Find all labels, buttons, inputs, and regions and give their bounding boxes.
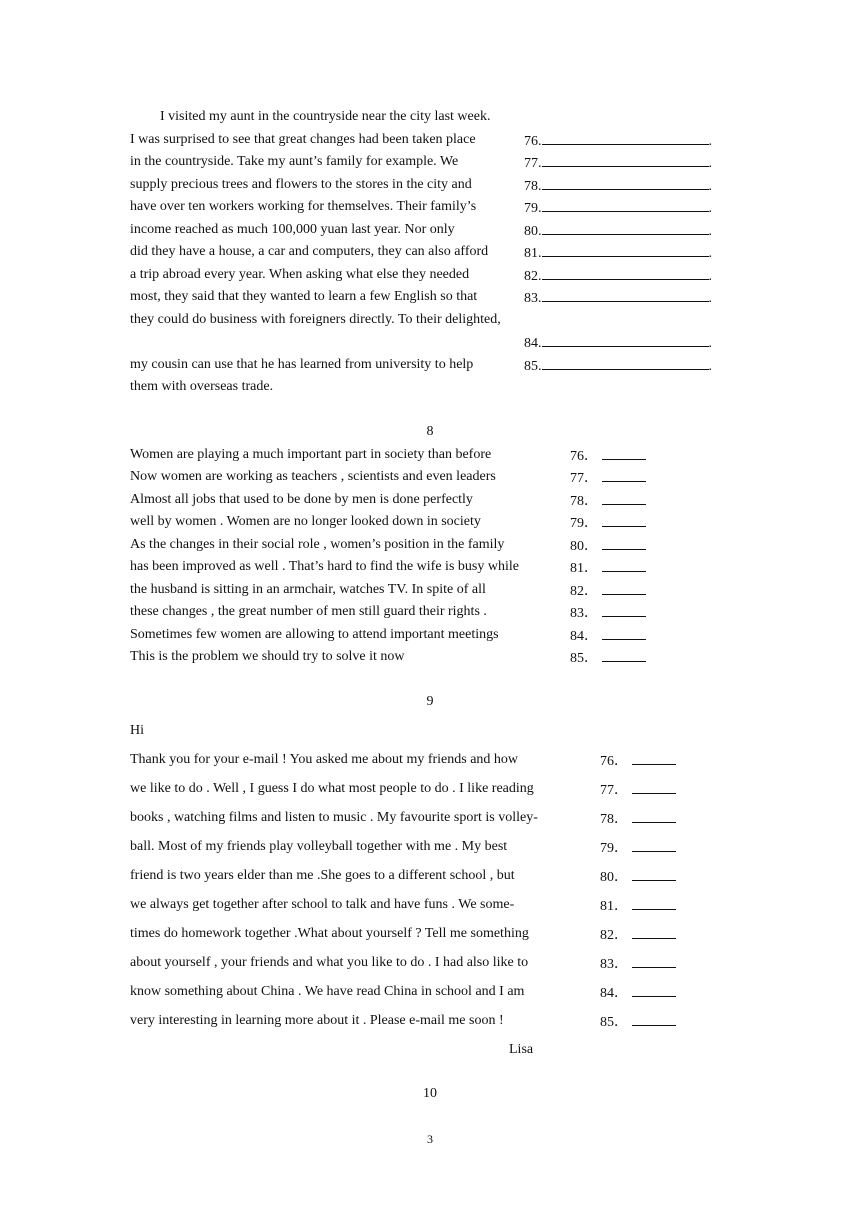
passage1-line: income reached as much 100,000 yuan last year. Nor only <box>130 222 455 237</box>
blank-line[interactable] <box>602 491 646 505</box>
blank-line[interactable] <box>602 626 646 640</box>
answer-blank-79[interactable] <box>524 198 712 218</box>
answer-blank-84[interactable] <box>524 333 712 353</box>
blank-line[interactable] <box>602 603 646 617</box>
answer-blank-78[interactable] <box>600 809 676 829</box>
section8-line: has been improved as well . That’s hard to find the wife is busy while <box>130 559 519 574</box>
passage1-line: a trip abroad every year. When asking what else they needed <box>130 267 470 282</box>
blank-line[interactable] <box>542 153 709 167</box>
blank-line[interactable] <box>602 558 646 572</box>
answer-blank-84[interactable] <box>600 983 676 1003</box>
section9-line: very interesting in learning more about it . Please e-mail me soon ! <box>130 1013 504 1028</box>
passage1-line: supply precious trees and flowers to the stores in the city and <box>130 177 472 192</box>
answer-number: 79． <box>570 516 598 531</box>
answer-number: 78． <box>600 812 628 827</box>
answer-number: 83． <box>600 957 628 972</box>
answer-number: 81． <box>600 899 628 914</box>
end-mark: . <box>708 134 712 149</box>
answer-blank-79[interactable] <box>570 513 646 533</box>
section8-line: Almost all jobs that used to be done by men is done perfectly <box>130 492 473 507</box>
answer-number: 80． <box>600 870 628 885</box>
section9-line: about yourself , your friends and what you like to do . I had also like to <box>130 955 529 970</box>
answer-blank-77[interactable] <box>600 780 676 800</box>
answer-number: 79． <box>600 841 628 856</box>
blank-line[interactable] <box>632 780 676 794</box>
blank-line[interactable] <box>602 468 646 482</box>
section8-line: This is the problem we should try to solve it now <box>130 649 405 664</box>
blank-line[interactable] <box>632 838 676 852</box>
end-mark: . <box>708 156 712 171</box>
section9-line: know something about China . We have read China in school and I am <box>130 984 525 999</box>
answer-number: 84． <box>600 986 628 1001</box>
answer-blank-80[interactable] <box>570 536 646 556</box>
answer-blank-76[interactable] <box>600 751 676 771</box>
section9-line: we like to do . Well , I guess I do what most people to do . I like reading <box>130 781 534 796</box>
answer-number: 85． <box>570 651 598 666</box>
answer-number: 77. <box>524 156 542 171</box>
answer-number: 79. <box>524 201 542 216</box>
answer-blank-81[interactable] <box>600 896 676 916</box>
end-mark: . <box>708 246 712 261</box>
end-mark: . <box>708 179 712 194</box>
end-mark: . <box>708 336 712 351</box>
answer-blank-80[interactable] <box>600 867 676 887</box>
answer-blank-78[interactable] <box>570 491 646 511</box>
answer-number: 76. <box>524 134 542 149</box>
blank-line[interactable] <box>632 954 676 968</box>
answer-number: 81． <box>570 561 598 576</box>
passage1-line: I visited my aunt in the countryside near the city last week. <box>160 109 491 124</box>
answer-number: 82． <box>570 584 598 599</box>
answer-blank-78[interactable] <box>524 176 712 196</box>
answer-number: 77． <box>600 783 628 798</box>
page-number: 3 <box>427 1132 433 1146</box>
passage1-line: in the countryside. Take my aunt’s family for example. We <box>130 154 459 169</box>
blank-line[interactable] <box>632 983 676 997</box>
section8-line: Now women are working as teachers , scientists and even leaders <box>130 469 496 484</box>
end-mark: . <box>708 224 712 239</box>
answer-number: 77． <box>570 471 598 486</box>
section9-line: friend is two years elder than me .She goes to a different school , but <box>130 868 515 883</box>
answer-number: 80． <box>570 539 598 554</box>
section8-line: Women are playing a much important part in society than before <box>130 447 492 462</box>
blank-line[interactable] <box>542 356 709 370</box>
answer-blank-82[interactable] <box>524 266 712 286</box>
section8-line: well by women . Women are no longer looked down in society <box>130 514 481 529</box>
blank-line[interactable] <box>602 536 646 550</box>
blank-line[interactable] <box>542 176 709 190</box>
end-mark: . <box>708 201 712 216</box>
section9-line: Thank you for your e-mail ! You asked me about my friends and how <box>130 752 519 767</box>
passage1-line: did they have a house, a car and computers, they can also afford <box>130 244 489 259</box>
answer-number: 83． <box>570 606 598 621</box>
answer-blank-77[interactable] <box>570 468 646 488</box>
answer-blank-79[interactable] <box>600 838 676 858</box>
answer-blank-77[interactable] <box>524 153 712 173</box>
section9-line: we always get together after school to talk and have funs . We some- <box>130 897 515 912</box>
section-heading-10: 10 <box>423 1086 437 1101</box>
section-heading-8: 8 <box>426 424 434 439</box>
answer-number: 78. <box>524 179 542 194</box>
blank-line[interactable] <box>602 446 646 460</box>
letter-signature: Lisa <box>509 1042 534 1057</box>
section8-line: these changes , the great number of men still guard their rights . <box>130 604 487 619</box>
passage1-line: I was surprised to see that great changes had been taken place <box>130 132 476 147</box>
passage1-line: my cousin can use that he has learned from university to help <box>130 357 474 372</box>
answer-blank-82[interactable] <box>570 581 646 601</box>
section-heading-9: 9 <box>426 694 434 709</box>
end-mark: . <box>708 269 712 284</box>
passage1-line: they could do business with foreigners directly. To their delighted, <box>130 312 501 327</box>
answer-number: 76． <box>570 449 598 464</box>
answer-number: 84． <box>570 629 598 644</box>
section8-line: As the changes in their social role , women’s position in the family <box>130 537 505 552</box>
answer-number: 78． <box>570 494 598 509</box>
answer-blank-76[interactable] <box>570 446 646 466</box>
answer-blank-84[interactable] <box>570 626 646 646</box>
section8-line: Sometimes few women are allowing to attend important meetings <box>130 627 499 642</box>
blank-line[interactable] <box>542 131 709 145</box>
answer-blank-83[interactable] <box>600 954 676 974</box>
blank-line[interactable] <box>632 925 676 939</box>
section9-line: books , watching films and listen to music . My favourite sport is volley- <box>130 810 538 825</box>
answer-number: 85. <box>524 359 542 374</box>
letter-greeting: Hi <box>130 723 144 738</box>
answer-blank-82[interactable] <box>600 925 676 945</box>
end-mark: . <box>708 291 712 306</box>
answer-number: 82. <box>524 269 542 284</box>
section9-line: times do homework together .What about yourself ? Tell me something <box>130 926 529 941</box>
passage1-line: have over ten workers working for themselves. Their family’s <box>130 199 477 214</box>
answer-blank-83[interactable] <box>570 603 646 623</box>
blank-line[interactable] <box>542 221 709 235</box>
answer-number: 83. <box>524 291 542 306</box>
answer-blank-85[interactable] <box>570 648 646 668</box>
answer-blank-76[interactable] <box>524 131 712 151</box>
answer-number: 80. <box>524 224 542 239</box>
answer-blank-83[interactable] <box>524 288 712 308</box>
blank-line[interactable] <box>632 867 676 881</box>
answer-blank-85[interactable] <box>524 356 712 376</box>
blank-line[interactable] <box>542 288 709 302</box>
blank-line[interactable] <box>542 333 709 347</box>
blank-line[interactable] <box>632 809 676 823</box>
blank-line[interactable] <box>632 1012 676 1026</box>
answer-blank-85[interactable] <box>600 1012 676 1032</box>
blank-line[interactable] <box>542 198 709 212</box>
passage1-line: most, they said that they wanted to learn a few English so that <box>130 289 478 304</box>
answer-blank-81[interactable] <box>570 558 646 578</box>
section9-line: ball. Most of my friends play volleyball together with me . My best <box>130 839 508 854</box>
blank-line[interactable] <box>632 751 676 765</box>
section8-line: the husband is sitting in an armchair, watches TV. In spite of all <box>130 582 486 597</box>
blank-line[interactable] <box>632 896 676 910</box>
blank-line[interactable] <box>542 266 709 280</box>
end-mark: . <box>708 359 712 374</box>
answer-number: 81. <box>524 246 542 261</box>
blank-line[interactable] <box>602 648 646 662</box>
blank-line[interactable] <box>542 243 709 257</box>
answer-number: 76． <box>600 754 628 769</box>
answer-blank-80[interactable] <box>524 221 712 241</box>
answer-number: 82． <box>600 928 628 943</box>
passage1-line: them with overseas trade. <box>130 379 274 394</box>
answer-number: 84. <box>524 336 542 351</box>
blank-line[interactable] <box>602 513 646 527</box>
blank-line[interactable] <box>602 581 646 595</box>
answer-number: 85． <box>600 1015 628 1030</box>
answer-blank-81[interactable] <box>524 243 712 263</box>
